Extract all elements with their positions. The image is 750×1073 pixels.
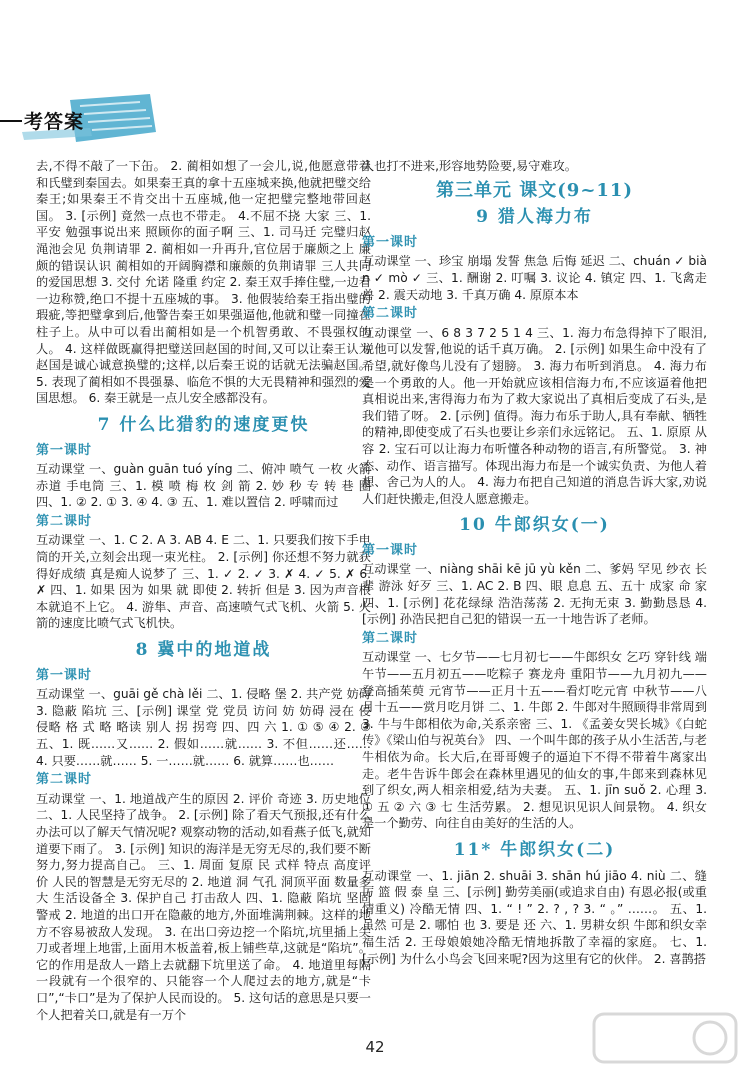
header-title: 考答案: [24, 111, 85, 133]
unit-title: 第三单元 课文(9~11): [436, 179, 633, 201]
lesson-8-period-2-answers: 互动课堂 一、1. 地道战产生的原因 2. 评价 奇迹 3. 历史地位 二、1. 人民坚持了战争。 2. [示例] 除了看天气预报,还有什么办法可以了解天气情况呢? 观察动物的活动,如看燕子低飞,就知道要下雨了。 3. [示例] 知识的海洋是无穷无尽的,我们要不断努力,努力提高自己。 三、1. 周面 复原 民 式样 特点 高度评价 人民的智慧是无穷无尽的 2. 地道 洞 气孔 洞顶平面 数量多 大 生活设备全 3. 保护自己 打击敌人 四、1. 隐蔽 陷坑 坚固 警戒 2. 地道的出口开在隐蔽的地方,外面堆满荆棘。这样的地方不容易被敌人发现。 3. 在出口旁边挖一个陷坑,坑里插上尖刀或者埋上地雷,上面用木板盖着,板上铺些草,这就是“陷坑”。它的作用是敌人一踏上去就翻下坑里送了命。 4. 地道里每隔一段就有一个很窄的、只能容一个人爬过去的地方,就是“卡口”,“卡口”是为了保护人民而设的。 5. 这句话的意思是只要一个人把着关口,就是有一万个: [36, 791, 371, 1022]
lesson-9-period-2-label: 第二课时: [362, 306, 419, 322]
page-number: 42: [365, 1038, 385, 1056]
lesson-10-title: 10 牛郎织女(一): [459, 515, 610, 536]
lesson-10-period-2-label: 第二课时: [362, 630, 419, 646]
banner-rule: [0, 120, 22, 122]
lesson-10-period-1-label: 第一课时: [362, 542, 419, 558]
lesson-9-period-2-answers: 互动课堂 一、6 8 3 7 2 5 1 4 三、1. 海力布急得掉下了眼泪,说他可以发誓,他说的话千真万确。 2. [示例] 如果生命中没有了希望,就好像鸟儿没有了翅膀。 3. 海力布听到消息。 4. 海力布是一个勇敢的人。他一开始就应该相信海力布,不应该逼着他把真相说出来,害得海力布为了救大家说出了真相后变成了石头,是我们错了呀。 2. [示例] 值得。海力布乐于助人,具有奉献、牺牲的精神,即使变成了石头也要让乡亲们永远铭记。 五、1. 原原 从容 2. 宝石可以让海力布听懂各种动物的语言,有所警觉。 3. 神态、动作、语言描写。体现出海力布是一个诚实负责、为他人着想、舍己为人的人。 4. 海力布把自己知道的消息告诉大家,劝说人们赶快搬走,但没人愿意搬走。: [362, 325, 707, 506]
lesson-11-title: 11* 牛郎织女(二): [453, 839, 616, 860]
intro-paragraph: 去,不得不敲了一下缶。 2. 蔺相如想了一会儿,说,他愿意带着和氏璧到秦国去。如果秦王真的拿十五座城来换,他就把璧交给秦王;如果秦王不肯交出十五座城,他一定把璧完整地带回赵国。 3. [示例] 竟然一点也不带走。 4.不屈不挠 大家 三、1. 平安 勉强事说出来 照顾你的面子啊 三、1. 司马迁 完璧归赵 渑池会见 负荆请罪 2. 蔺相如一升再升,官位居于廉颇之上 廉颇的错误认识 蔺相如的开阔胸襟和廉颇的负荆请罪 三人共同的爱国思想 3. 交付 允诺 隆重 约定 2. 秦王双手捧住璧,一边看一边称赞,绝口不提十五座城的事。 3. 他假装给秦王指出璧的瑕疵,等把璧拿到后,他警告秦王如果强逼他,他就和璧一同撞在柱子上。从中可以看出蔺相如是一个机智勇敢、不畏强权的人。 4. 这样做既赢得把璧送回赵国的时间,又可以让秦王认为赵国是诚心诚意换璧的;这样,以后秦王说的话就无法骗赵国。 5. 表现了蔺相如不畏强暴、临危不惧的大无畏精神和强烈的爱国思想。 6. 秦王就是一点儿安全感都没有。: [36, 159, 371, 406]
right-column: [362, 158, 707, 967]
lesson-9-period-1-answers: 互动课堂 一、珍宝 崩塌 发誓 焦急 后悔 延迟 二、chuán ✓ biàn ✓ mò ✓ 三、1. 酬谢 2. 叮嘱 3. 议论 4. 镇定 四、1. 飞禽走兽 2. 震天动地 3. 千真万确 4. 原原本本: [362, 254, 707, 302]
lesson-7-period-1-label: 第一课时: [36, 442, 93, 458]
lesson-7-period-2-answers: 互动课堂 一、1. C 2. A 3. AB 4. E 二、1. 只要我们按下手电筒的开关,立刻会出现一束光柱。 2. [示例] 你还想不努力就获得好成绩 真是痴人说梦了 三、1. ✓ 2. ✓ 3. ✗ 4. ✓ 5. ✗ 6. ✗ 四、1. 如果 因为 如果 就 即使 2. 转折 但是 3. 因为声音根本就追不上它。 4. 游隼、声音、高速喷气式飞机、火箭 5. 火箭的速度比喷气式飞机快。: [36, 533, 371, 631]
lesson-8-period-2-label: 第二课时: [36, 772, 93, 788]
lesson-8-period-1-label: 第一课时: [36, 667, 93, 683]
lesson-11-answers: 互动课堂 一、1. jiān 2. shuāi 3. shān hú jiāo 4. niù 二、缝 厉 篮 假 泰 皇 三、[示例] 勤劳美丽(或追求自由) 有恩必报(或重情重义) 冷酷无情 四、1. “ ! ” 2. ? , ? 3. “ 。” ……。 五、1. 虽然 可是 2. 哪怕 也 3. 要是 还 六、1. 男耕女织 牛郎和织女幸福生活 2. 王母娘娘她冷酷无情地拆散了幸福的家庭。 七、1. [示例] 为什么小鸟会飞回来呢?因为这里有它的伙伴。 2. 喜鹊搭: [362, 868, 707, 966]
lesson-7-period-2-label: 第二课时: [36, 513, 93, 529]
lesson-7-title: 7 什么比猎豹的速度更快: [97, 414, 310, 435]
lesson-7-period-1-answers: 互动课堂 一、guàn guān tuó yíng 二、俯冲 喷气 一枚 火箭 赤道 手电筒 三、1. 模 喷 梅 枚 剑 箭 2. 妙 秒 专 转 巷 圈 四、1. ② 2. ① 3. ④ 4. ③ 五、1. 难以置信 2. 呼啸而过: [36, 462, 371, 510]
continued-text: 人也打不进来,形容地势险要,易守难攻。: [362, 159, 577, 173]
lesson-9-title: 9 猎人海力布: [476, 207, 593, 228]
left-column: [36, 158, 371, 1023]
lesson-8-period-1-answers: 互动课堂 一、guāi gě chà lěi 二、1. 侵略 堡 2. 共产党 妨碍 3. 隐蔽 陷坑 三、[示例] 课堂 党 党员 访问 妨 妨碍 浸在 侵 侵略 格 式 略 略读 别人 拐 拐弯 四、四 六 1. ① ⑤ ④ 2. ③ 五、1. 既……又…… 2. 假如……就…… 3. 不但……还…… 4. 只要……就…… 5. 一……就…… 6. 就算……也……: [36, 687, 371, 768]
lesson-10-period-1-answers: 互动课堂 一、niàng shāi kē jū yù kěn 二、爹妈 罕见 纱衣 长辈 游泳 好歹 三、1. AC 2. B 四、眼 息息 五、五十 成家 命 家 四、1. [示例] 花花绿绿 浩浩荡荡 2. 无拘无束 3. 勤勤恳恳 4. [示例] 孙浩民把自己犯的错误一五一十地告诉了老师。: [362, 562, 707, 627]
lesson-8-title: 8 冀中的地道战: [135, 640, 272, 661]
lesson-10-period-2-answers: 互动课堂 一、七夕节——七月初七——牛郎织女 乞巧 穿针线 端午节——五月初五——吃粽子 赛龙舟 重阳节——九月初九——登高插茱萸 元宵节——正月十五——看灯吃元宵 中秋节——八月十五——赏月吃月饼 二、1. 牛郎 2. 牛郎对牛照顾得非常周到 3. 牛与牛郎相依为命,关系亲密 三、1. 《孟姜女哭长城》《白蛇传》《梁山伯与祝英台》 四、一个叫牛郎的孩子从小生活苦,与老牛相依为命。长大后,在哥哥嫂子的逼迫下不得不带着牛离家出走。老牛告诉牛郎会在森林里遇见的仙女的事,牛郎来到森林见到了织女,两人相亲相爱,结为夫妻。 五、1. jīn suǒ 2. 心理 3. ① 五 ② 六 ③ 七 生活劳累。 2. 想见识见识人间景物。 4. 织女是一个勤劳、向往自由美好的生活的人。: [362, 650, 707, 831]
lesson-9-period-1-label: 第一课时: [362, 234, 419, 250]
